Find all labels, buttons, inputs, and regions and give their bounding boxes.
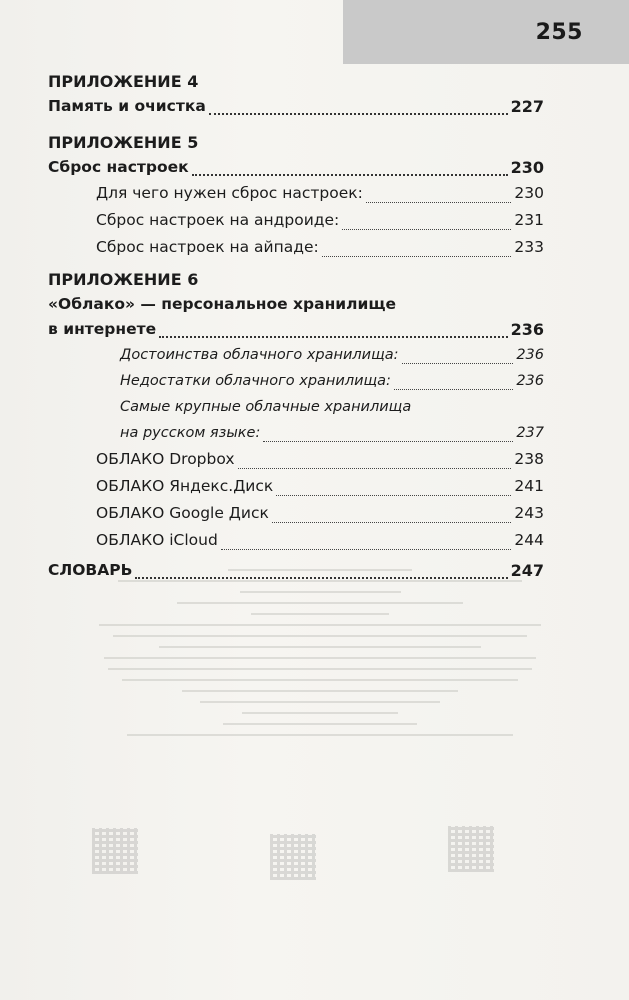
appendix-4-heading: ПРИЛОЖЕНИЕ 4 xyxy=(48,72,199,91)
dot-leader xyxy=(135,576,507,579)
toc-entry-glossary[interactable]: СЛОВАРЬ 247 xyxy=(48,561,544,580)
toc-entry-cloud-line2[interactable]: в интернете 236 xyxy=(48,320,544,339)
toc-subentry-cloud-advantages[interactable]: Достоинства облачного хранилища: 236 xyxy=(120,347,544,363)
toc-subentry-dropbox[interactable]: ОБЛАКО Dropbox 238 xyxy=(96,450,544,468)
dot-leader xyxy=(402,362,514,364)
appendix-6-heading: ПРИЛОЖЕНИЕ 6 xyxy=(48,270,199,289)
dot-leader xyxy=(209,112,508,115)
toc-subentry-yandex-disk[interactable]: ОБЛАКО Яндекс.Диск 241 xyxy=(96,477,544,495)
toc-subentry-icloud[interactable]: ОБЛАКО iCloud 244 xyxy=(96,531,544,549)
toc-entry-memory-cleanup[interactable]: Память и очистка 227 xyxy=(48,97,544,116)
toc-subentry-cloud-disadvantages[interactable]: Недостатки облачного хранилища: 236 xyxy=(120,373,544,389)
page-number-tab xyxy=(343,0,629,64)
toc-subentry-google-drive[interactable]: ОБЛАКО Google Диск 243 xyxy=(96,504,544,522)
dot-leader xyxy=(263,440,513,442)
toc-subentry-why-reset[interactable]: Для чего нужен сброс настроек: 230 xyxy=(96,184,544,202)
dot-leader xyxy=(342,228,511,230)
dot-leader xyxy=(159,335,508,338)
bleed-through-qr-center xyxy=(270,834,316,880)
bleed-through-qr-left xyxy=(92,828,138,874)
dot-leader xyxy=(238,467,512,469)
toc-subentry-reset-android[interactable]: Сброс настроек на андроиде: 231 xyxy=(96,211,544,229)
dot-leader xyxy=(192,173,508,176)
toc-subentry-largest-clouds-line2[interactable]: на русском языке: 237 xyxy=(120,425,544,441)
bleed-through-qr-right xyxy=(448,826,494,872)
page-number: 255 xyxy=(535,20,583,45)
dot-leader xyxy=(276,494,511,496)
toc-subentry-reset-ipad[interactable]: Сброс настроек на айпаде: 233 xyxy=(96,238,544,256)
toc-entry-reset-settings[interactable]: Сброс настроек 230 xyxy=(48,158,544,177)
bleed-through-text xyxy=(90,560,550,745)
dot-leader xyxy=(322,255,512,257)
appendix-5-heading: ПРИЛОЖЕНИЕ 5 xyxy=(48,133,199,152)
dot-leader xyxy=(394,388,513,390)
table-of-contents xyxy=(48,70,544,583)
dot-leader xyxy=(221,548,512,550)
dot-leader xyxy=(272,521,512,523)
toc-entry-cloud-line1[interactable]: «Облако» — персональное хранилище xyxy=(48,295,397,313)
dot-leader xyxy=(366,201,512,203)
toc-subentry-largest-clouds-line1[interactable]: Самые крупные облачные хранилища xyxy=(120,399,412,415)
